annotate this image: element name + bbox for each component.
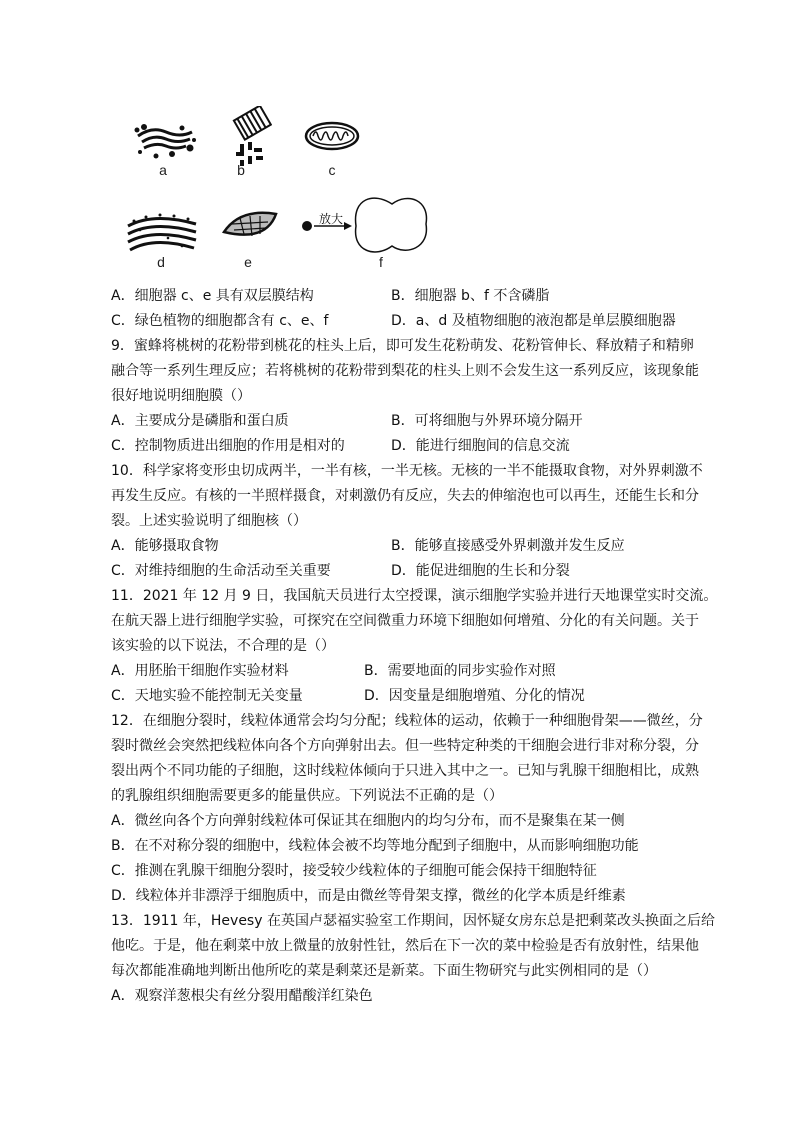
q11-options-row-2 bbox=[111, 684, 711, 709]
q9-stem-line-3: 很好地说明细胞膜（） bbox=[111, 388, 251, 404]
q12-stem-line-2: 裂时微丝会突然把线粒体向各个方向弹射出去。但一些特定种类的干细胞会进行非对称分裂，分 bbox=[111, 738, 699, 754]
q12-option-c[interactable]: C．推测在乳腺干细胞分裂时，接受较少线粒体的子细胞可能会保持干细胞特征 bbox=[111, 863, 597, 879]
q11-options-row-1 bbox=[111, 659, 711, 684]
q9-stem-line-2: 融合等一系列生理反应；若将桃树的花粉带到梨花的柱头上则不会发生这一系列反应，该现象能 bbox=[111, 363, 699, 379]
q8-options-row-1 bbox=[111, 284, 711, 309]
q13-option-a[interactable]: A．观察洋葱根尖有丝分裂用醋酸洋红染色 bbox=[111, 988, 373, 1004]
q10-options-row-1 bbox=[111, 534, 711, 559]
organelle-figure bbox=[0, 0, 794, 290]
q9-stem-line-1: 9．蜜蜂将桃树的花粉带到桃花的柱头上后，即可发生花粉萌发、花粉管伸长、释放精子和精卵 bbox=[111, 338, 694, 354]
q11-stem-line-2: 在航天器上进行细胞学实验，可探究在空间微重力环境下细胞如何增殖、分化的有关问题。关于 bbox=[111, 613, 699, 629]
q8-option-a[interactable]: A．细胞器 c、e 具有双层膜结构 bbox=[111, 288, 314, 304]
figure-label-e: e bbox=[244, 254, 252, 270]
q11-option-b[interactable]: B．需要地面的同步实验作对照 bbox=[364, 663, 556, 679]
q9-option-c[interactable]: C．控制物质进出细胞的作用是相对的 bbox=[111, 438, 345, 454]
q12-stem-line-3: 裂出两个不同功能的子细胞，这时线粒体倾向于只进入其中之一。已知与乳腺干细胞相比，成熟 bbox=[111, 763, 699, 779]
q9-options-row-1 bbox=[111, 409, 711, 434]
organelle-e-chloroplast-image bbox=[222, 208, 278, 244]
q8-option-c[interactable]: C．绿色植物的细胞都含有 c、e、f bbox=[111, 313, 329, 329]
q11-stem-line-1: 11．2021 年 12 月 9 日，我国航天员进行太空授课，演示细胞学实验并进行天地课堂实时交流。 bbox=[111, 588, 718, 604]
q10-option-a[interactable]: A．能够摄取食物 bbox=[111, 538, 219, 554]
organelle-d-er-image bbox=[124, 210, 200, 256]
q12-stem-line-4: 的乳腺组织细胞需要更多的能量供应。下列说法不正确的是（） bbox=[111, 788, 503, 804]
q10-stem-line-2: 再发生反应。有核的一半照样摄食，对刺激仍有反应，失去的伸缩泡也可以再生，还能生长和分 bbox=[111, 488, 699, 504]
q9-option-d[interactable]: D．能进行细胞间的信息交流 bbox=[391, 438, 570, 454]
q11-option-d[interactable]: D．因变量是细胞增殖、分化的情况 bbox=[364, 688, 585, 704]
q13-stem-line-1: 13．1911 年，Hevesy 在英国卢瑟福实验室工作期间，因怀疑女房东总是把剩菜改头换面之后给 bbox=[111, 913, 715, 929]
organelle-f-ribosome-image bbox=[296, 190, 432, 260]
organelle-b-centriole-image bbox=[228, 106, 272, 168]
q10-option-c[interactable]: C．对维持细胞的生命活动至关重要 bbox=[111, 563, 331, 579]
q12-stem-line-1: 12．在细胞分裂时，线粒体通常会均匀分配；线粒体的运动，依赖于一种细胞骨架——微丝，分 bbox=[111, 713, 703, 729]
q12-option-a[interactable]: A．微丝向各个方向弹射线粒体可保证其在细胞内的均匀分布，而不是聚集在某一侧 bbox=[111, 813, 625, 829]
q8-options-row-2 bbox=[111, 309, 711, 334]
q11-option-a[interactable]: A．用胚胎干细胞作实验材料 bbox=[111, 663, 289, 679]
organelle-c-mitochondrion-image bbox=[303, 120, 361, 152]
q12-option-d[interactable]: D．线粒体并非漂浮于细胞质中，而是由微丝等骨架支撑，微丝的化学本质是纤维素 bbox=[111, 888, 626, 904]
q8-option-b[interactable]: B．细胞器 b、f 不含磷脂 bbox=[391, 288, 550, 304]
q11-stem-line-3: 该实验的以下说法，不合理的是（） bbox=[111, 638, 335, 654]
magnify-arrow-label: 放大 bbox=[319, 212, 344, 226]
q10-options-row-2 bbox=[111, 559, 711, 584]
q13-stem-line-3: 每次都能准确地判断出他所吃的菜是剩菜还是新菜。下面生物研究与此实例相同的是（） bbox=[111, 963, 657, 979]
questions-content bbox=[111, 284, 718, 1009]
q10-option-b[interactable]: B．能够直接感受外界刺激并发生反应 bbox=[391, 538, 625, 554]
figure-label-d: d bbox=[157, 254, 165, 270]
q9-option-a[interactable]: A．主要成分是磷脂和蛋白质 bbox=[111, 413, 289, 429]
figure-label-c: c bbox=[328, 162, 336, 178]
q13-stem-line-2: 他吃。于是，他在剩菜中放上微量的放射性钍，然后在下一次的菜中检验是否有放射性，结果他 bbox=[111, 938, 699, 954]
figure-label-a: a bbox=[159, 162, 167, 178]
q12-option-b[interactable]: B．在不对称分裂的细胞中，线粒体会被不均等地分配到子细胞中，从而影响细胞功能 bbox=[111, 838, 639, 854]
q9-options-row-2 bbox=[111, 434, 711, 459]
q10-option-d[interactable]: D．能促进细胞的生长和分裂 bbox=[391, 563, 570, 579]
q10-stem-line-3: 裂。上述实验说明了细胞核（） bbox=[111, 513, 307, 529]
q8-option-d[interactable]: D．a、d 及植物细胞的液泡都是单层膜细胞器 bbox=[391, 313, 676, 329]
q9-option-b[interactable]: B．可将细胞与外界环境分隔开 bbox=[391, 413, 583, 429]
q10-stem-line-1: 10．科学家将变形虫切成两半，一半有核，一半无核。无核的一半不能摄取食物，对外界刺激不 bbox=[111, 463, 703, 479]
organelle-a-golgi-image bbox=[132, 118, 198, 164]
q11-option-c[interactable]: C．天地实验不能控制无关变量 bbox=[111, 688, 303, 704]
figure-label-b: b bbox=[237, 162, 245, 178]
figure-label-f: f bbox=[379, 254, 383, 270]
